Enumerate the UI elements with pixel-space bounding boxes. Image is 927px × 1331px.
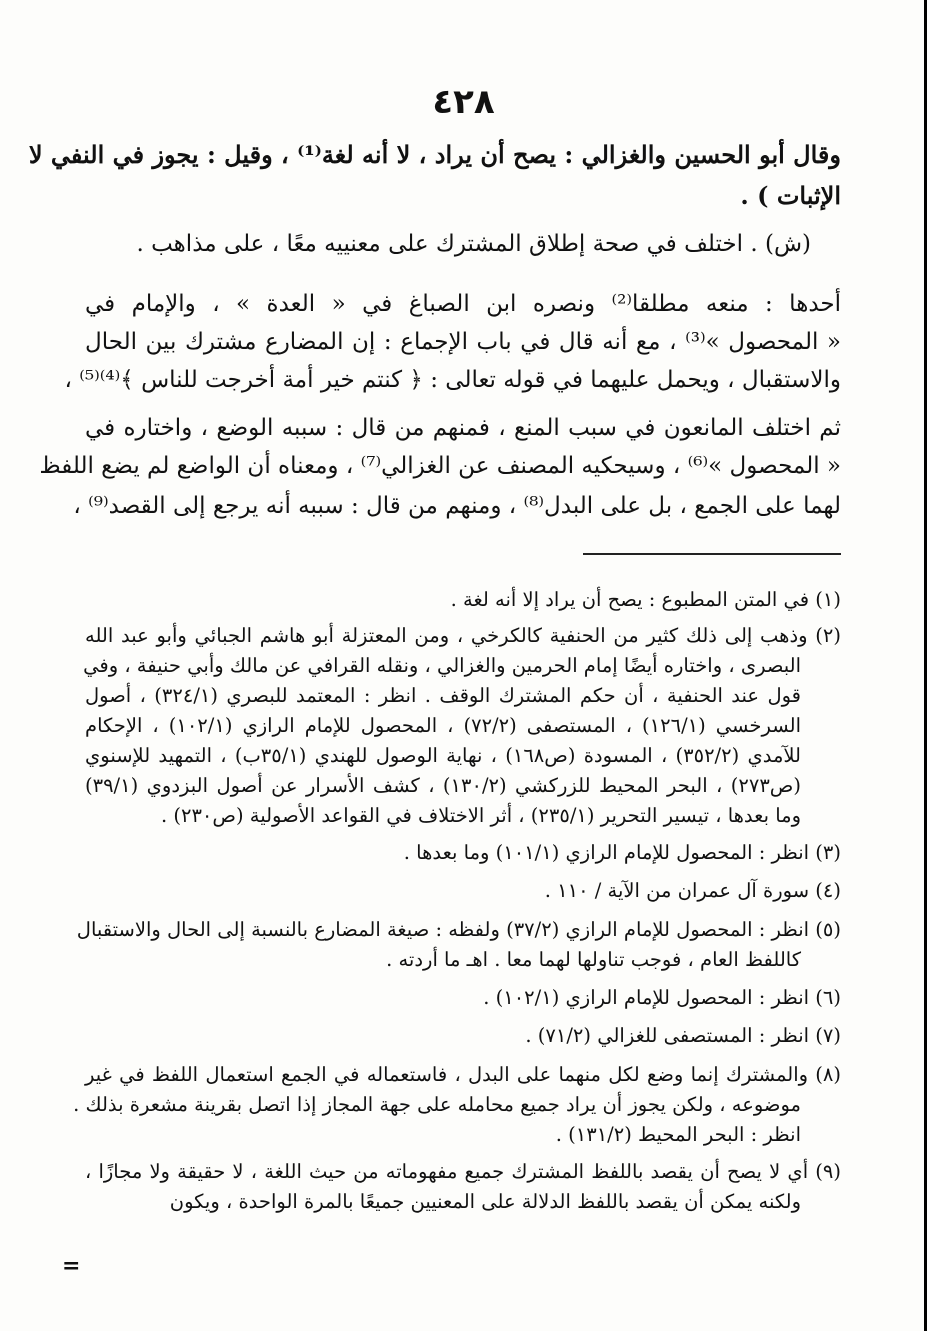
sharh-line: (ش) . اختلف في صحة إطلاق المشترك على معنييه معًا ، على مذاهب . [136,231,811,257]
footnote-line: (٥) انظر : المحصول للإمام الرازي (٣٧/٢) ولفظه : صيغة المضارع بالنسبة إلى الحال والاستقبال [76,918,841,941]
sharh-line: لهما على الجمع ، بل على البدل⁽⁸⁾ ، ومنهم من قال : سببه أنه يرجع إلى القصد⁽⁹⁾ ، [73,493,841,519]
sharh-line: ثم اختلف المانعون في سبب المنع ، فمنهم من قال : سببه الوضع ، واختاره في [85,415,841,441]
sharh-line: « المحصول »⁽⁶⁾ ، وسيحكيه المصنف عن الغزالي⁽⁷⁾ ، ومعناه أن الواضع لم يضع اللفظ [39,453,841,479]
footnote-line: انظر : البحر المحيط (١٣١/٢) . [555,1123,801,1146]
footnote-separator [583,553,841,555]
footnote-line: (٦) انظر : المحصول للإمام الرازي (١٠٢/١) . [483,986,841,1009]
footnote-line: (٧) انظر : المستصفى للغزالي (٧١/٢) . [525,1024,841,1047]
footnote-line: (٨) والمشترك إنما وضع لكل منهما على البدل ، فاستعماله في الجمع استعمال اللفظ في غير [85,1063,841,1086]
continuation-mark: = [62,1253,81,1279]
footnote-line: ولكنه يمكن أن يقصد باللفظ الدلالة على المعنيين جميعًا بالمرة الواحدة ، ويكون [169,1190,801,1213]
footnote-line: كاللفظ العام ، فوجب تناولها لهما معا . اهـ ما أردته . [386,948,801,971]
footnote-line: (١) في المتن المطبوع : يصح أن يراد إلا أنه لغة . [450,588,841,611]
footnote-line: موضوعه ، ولكن يجوز أن يراد جميع محامله على جهة المجاز إذا اتصل بقرينة مشعرة بذلك . [73,1093,801,1116]
matn-line: وقال أبو الحسين والغزالي : يصح أن يراد ، لا أنه لغة⁽¹⁾ ، وقيل : يجوز في النفي لا [28,140,841,169]
page-number: ٤٢٨ [432,82,495,122]
footnote-line: وما بعدها ، تيسير التحرير (٢٣٥/١) ، أثر الاختلاف في القواعد الأصولية (ص٢٣٠) . [160,804,801,827]
sharh-line: « المحصول »⁽³⁾ ، مع أنه قال في باب الإجماع : إن المضارع مشترك بين الحال [85,329,841,355]
sharh-line: أحدها : منعه مطلقا⁽²⁾ ونصره ابن الصباغ في « العدة » ، والإمام في [85,291,842,317]
sharh-line: والاستقبال ، ويحمل عليهما في قوله تعالى : ﴿ كنتم خير أمة أخرجت للناس ﴾⁽⁴⁾⁽⁵⁾ ، [64,367,841,393]
footnote-line: السرخسي (١٢٦/١) ، المستصفى (٧٢/٢) ، المحصول للإمام الرازي (١٠٢/١) ، الإحكام [85,714,801,737]
footnote-line: (٤) سورة آل عمران من الآية / ١١٠ . [544,879,841,902]
footnote-line: (٢) وذهب إلى ذلك كثير من الحنفية كالكرخي ، ومن المعتزلة أبو هاشم الجبائي وأبو عبد الله [85,624,841,647]
matn-line: الإثبات ) . [740,181,841,210]
footnote-line: (٩) أي لا يصح أن يقصد باللفظ المشترك جميع مفهوماته من حيث اللغة ، لا حقيقة ولا مجازًا ، [85,1160,841,1183]
footnote-line: (٣) انظر : المحصول للإمام الرازي (١٠١/١) وما بعدها . [403,841,841,864]
footnote-line: (ص٢٧٣) ، البحر المحيط للزركشي (١٣٠/٢) ، كشف الأسرار عن أصول البزدوي (٣٩/١) [85,774,801,797]
footnote-line: للآمدي (٣٥٢/٢) ، المسودة (ص١٦٨) ، نهاية الوصول للهندي (٣٥/١ب) ، التمهيد للإسنوي [85,744,801,767]
footnote-line: قول عند الحنفية ، أن حكم المشترك الوقف . انظر : المعتمد للبصري (٣٢٤/١) ، أصول [85,684,802,707]
footnote-line: البصرى ، واختاره أيضًا إمام الحرمين والغزالي ، ونقله القرافي عن مالك وأبي حنيفة ، وفي [83,654,801,677]
